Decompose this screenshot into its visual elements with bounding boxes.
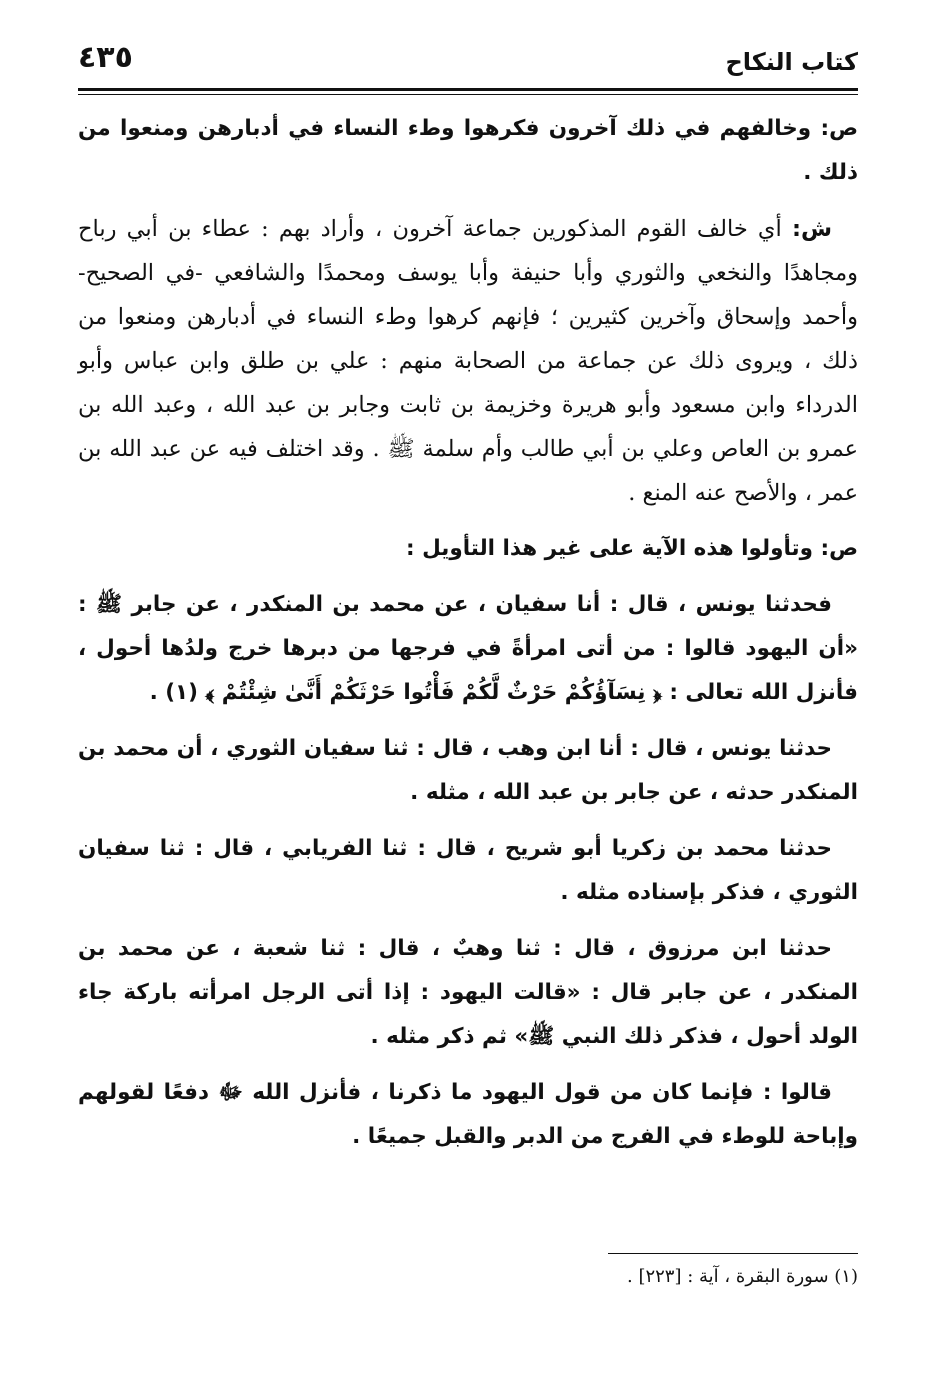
- page-header: [78, 28, 858, 86]
- paragraph-text: حدثنا محمد بن زكريا أبو شريح ، قال : ثنا الفريابي ، قال : ثنا سفيان الثوري ، فذكر بإسناده مثله .: [78, 836, 858, 905]
- page-body: [78, 107, 858, 1159]
- paragraph-text: أي خالف القوم المذكورين جماعة آخرون ، وأراد بهم : عطاء بن أبي رباح ومجاهدًا والنخعي والثوري وأبا حنيفة وأبا يوسف ومحمدًا والشافعي -في الصحيح- وأحمد وإسحاق وآخرين كثيرين ؛ فإنهم كرهوا وطء النساء في أدبارهن ومنعوا من ذلك ، ويروى ذلك عن جماعة من الصحابة منهم : علي بن طلق وابن عباس وأبو الدرداء وابن مسعود وأبو هريرة وخزيمة بن ثابت وجابر بن عبد الله ، وعبد الله بن عمرو بن العاص وعلي بن أبي طالب وأم سلمة ﷺ . وقد اختلف فيه عن عبد الله بن عمر ، والأصح عنه المنع .: [78, 216, 858, 506]
- book-title: كتاب النكاح: [725, 48, 858, 76]
- paragraph: [78, 527, 858, 571]
- paragraph-text: حدثنا ابن مرزوق ، قال : ثنا وهبٌ ، قال : ثنا شعبة ، عن محمد بن المنكدر ، عن جابر قال : «قالت اليهود : إذا أتى الرجل امرأته باركة جاء الولد أحول ، فذكر ذلك النبي ﷺ» ثم ذكر مثله .: [78, 936, 858, 1049]
- paragraph-text: قالوا : فإنما كان من قول اليهود ما ذكرنا ، فأنزل الله ﷻ دفعًا لقولهم وإباحة للوطء في الفرج من الدبر والقبل جميعًا .: [78, 1080, 858, 1149]
- paragraph-text: وتأولوا هذه الآية على غير هذا التأويل :: [406, 536, 821, 561]
- paragraph: [78, 207, 858, 515]
- paragraph: [78, 1071, 858, 1159]
- header-rule-thick: [78, 88, 858, 91]
- paragraph: [78, 827, 858, 915]
- text-marker: ص:: [820, 116, 858, 141]
- paragraph: [78, 727, 858, 815]
- paragraph-text: حدثنا يونس ، قال : أنا ابن وهب ، قال : ثنا سفيان الثوري ، أن محمد بن المنكدر حدثه ، عن جابر بن عبد الله ، مثله .: [78, 736, 858, 805]
- paragraph: [78, 107, 858, 195]
- page-number: ٤٣٥: [78, 40, 133, 75]
- text-marker: ش:: [791, 216, 832, 242]
- paragraph-text: فحدثنا يونس ، قال : أنا سفيان ، عن محمد بن المنكدر ، عن جابر ﷺ : «أن اليهود قالوا : من أتى امرأةً في فرجها من دبرها خرج ولدُها أحول ، فأنزل الله تعالى : ﴿ نِسَآؤُكُمْ حَرْثٌ لَّكُمْ فَأْتُوا حَرْثَكُمْ أَنَّىٰ شِئْتُمْ ﴾ (١) .: [78, 592, 858, 705]
- document-page: [78, 28, 858, 1358]
- text-marker: ص:: [820, 536, 858, 561]
- paragraph-text: وخالفهم في ذلك آخرون فكرهوا وطء النساء في أدبارهن ومنعوا من ذلك .: [78, 116, 858, 185]
- paragraph: [78, 583, 858, 715]
- footnote-rule: [608, 1253, 858, 1254]
- footnote: (١) سورة البقرة ، آية : [٢٢٣] .: [627, 1266, 858, 1287]
- paragraph: [78, 927, 858, 1059]
- header-rule-thin: [78, 94, 858, 95]
